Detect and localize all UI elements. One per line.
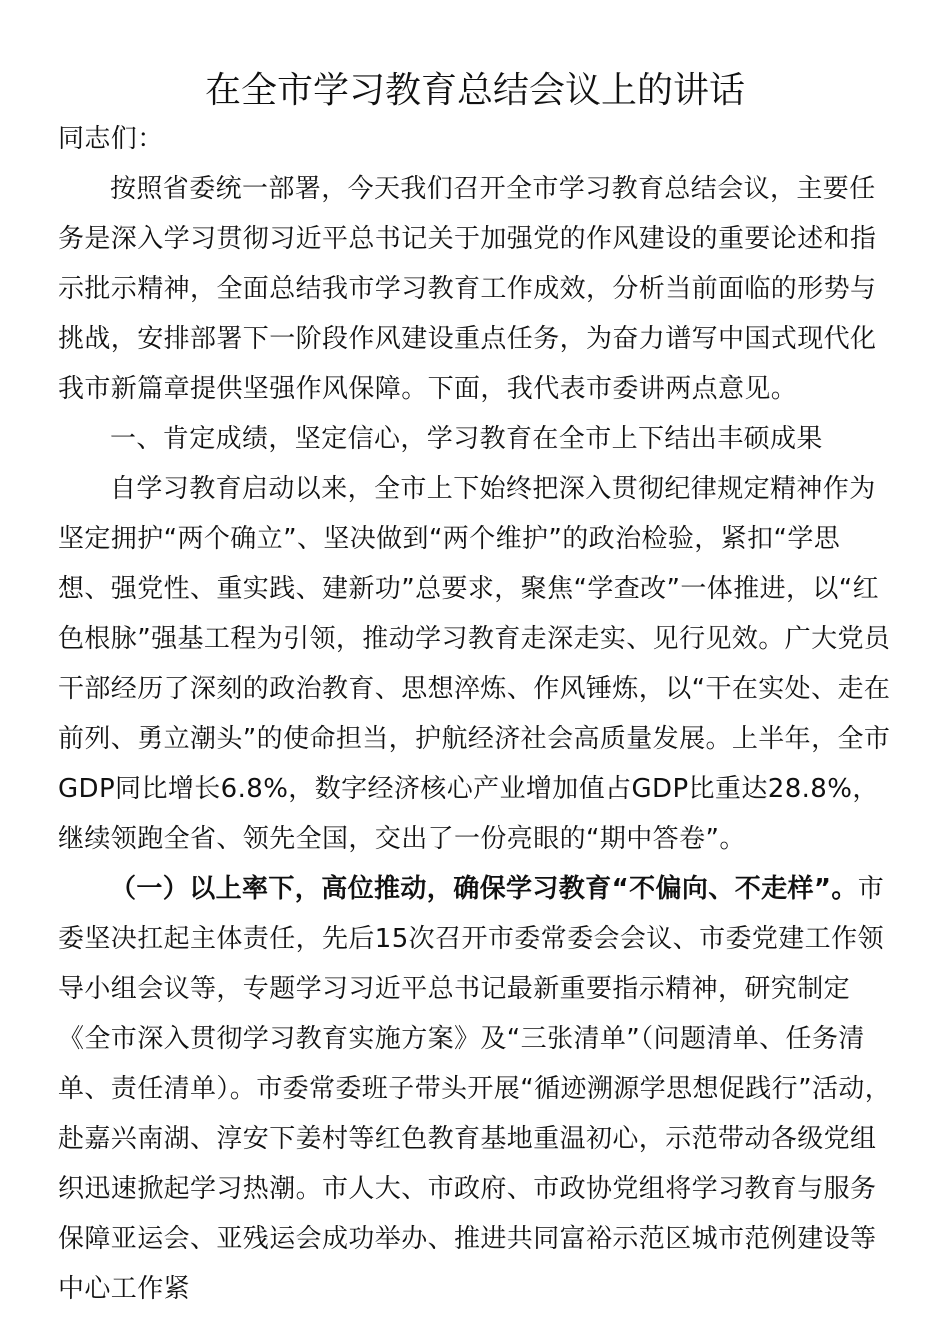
- document-body: [58, 114, 892, 1314]
- subsection-one-paragraph: [58, 864, 892, 1314]
- document-title: 在全市学习教育总结会议上的讲话: [204, 70, 745, 111]
- salutation: 同志们：: [58, 124, 164, 154]
- section-one-heading: 一、肯定成绩，坚定信心，学习教育在全市上下结出丰硕成果: [110, 424, 823, 454]
- intro-paragraph: 按照省委统一部署，今天我们召开全市学习教育总结会议，主要任务是深入学习贯彻习近平总书记关于加强党的作风建设的重要论述和指示批示精神，全面总结我市学习教育工作成效，分析当前面临的形势与挑战，安排部署下一阶段作风建设重点任务，为奋力谱写中国式现代化我市新篇章提供坚强作风保障。下面，我代表市委讲两点意见。: [58, 174, 877, 404]
- subsection-one-text: 市委坚决扛起主体责任，先后15次召开市委常委会会议、市委党建工作领导小组会议等，专题学习习近平总书记最新重要指示精神，研究制定《全市深入贯彻学习教育实施方案》及“三张清单”（问题清单、任务清单、责任清单）。市委常委班子带头开展“循迹溯源学思想促践行”活动，赴嘉兴南湖、淳安下姜村等红色教育基地重温初心，示范带动各级党组织迅速掀起学习热潮。市人大、市政府、市政协党组将学习教育与服务保障亚运会、亚残运会成功举办、推进共同富裕示范区城市范例建设等中心工作紧: [58, 874, 892, 1304]
- achievements-paragraph: 自学习教育启动以来，全市上下始终把深入贯彻纪律规定精神作为坚定拥护“两个确立”、坚决做到“两个维护”的政治检验，紧扣“学思想、强党性、重实践、建新功”总要求，聚焦“学查改”一体推进，以“红色根脉”强基工程为引领，推动学习教育走深走实、见行见效。广大党员干部经历了深刻的政治教育、思想淬炼、作风锤炼，以“干在实处、走在前列、勇立潮头”的使命担当，护航经济社会高质量发展。上半年，全市GDP同比增长6.8%，数字经济核心产业增加值占GDP比重达28.8%，继续领跑全省、领先全国，交出了一份亮眼的“期中答卷”。: [58, 474, 891, 854]
- subsection-one-heading: （一）以上率下，高位推动，确保学习教育“不偏向、不走样”。: [110, 874, 858, 904]
